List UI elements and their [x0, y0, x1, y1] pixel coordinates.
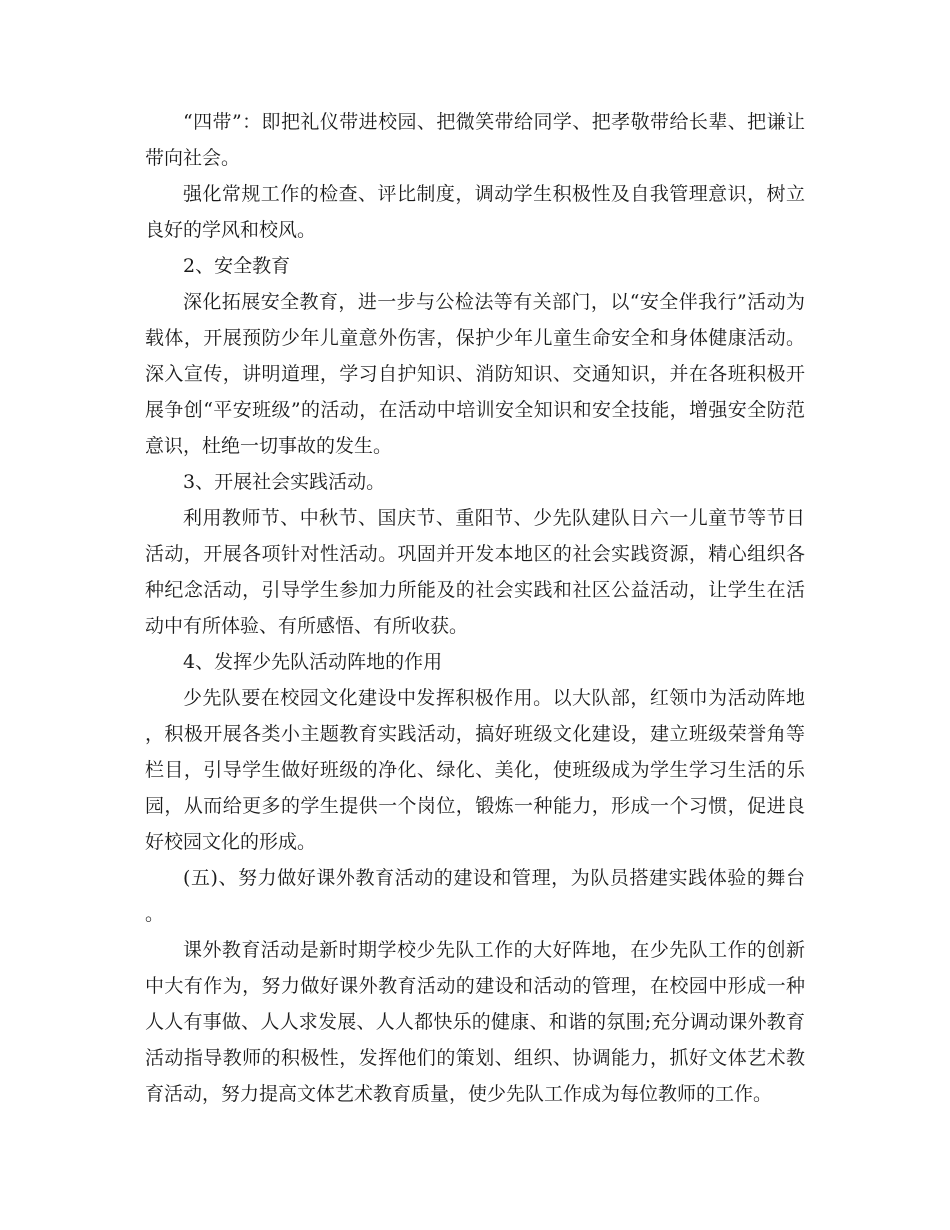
- heading-social-practice: 3、开展社会实践活动。: [183, 471, 386, 493]
- heading-extracurricular: (五)、努力做好课外教育活动的建设和管理，为队员搭建实践体验的舞台。: [145, 867, 805, 925]
- paragraph-activity-base: 少先队要在校园文化建设中发挥积极作用。以大队部，红领巾为活动阵地，积极开展各类小主题教育实践活动，搞好班级文化建设，建立班级荣誉角等栏目，引导学生做好班级的净化、绿化、美化，使班级成为学生学习生活的乐园，从而给更多的学生提供一个岗位，锻炼一种能力，形成一个习惯，促进良好校园文化的形成。: [145, 687, 805, 853]
- heading-activity-base: 4、发挥少先队活动阵地的作用: [183, 651, 443, 673]
- document-body: [145, 104, 805, 1112]
- paragraph-safety-education: 深化拓展安全教育，进一步与公检法等有关部门，以“安全伴我行”活动为载体，开展预防少年儿童意外伤害，保护少年儿童生命安全和身体健康活动。深入宣传，讲明道理，学习自护知识、消防知识、交通知识，并在各班积极开展争创“平安班级”的活动，在活动中培训安全知识和安全技能，增强安全防范意识，杜绝一切事故的发生。: [145, 291, 805, 457]
- heading-safety-education: 2、安全教育: [183, 255, 291, 277]
- paragraph-four-belts: “四带”：即把礼仪带进校园、把微笑带给同学、把孝敬带给长辈、把谦让带向社会。: [145, 111, 805, 169]
- paragraph-social-practice: 利用教师节、中秋节、国庆节、重阳节、少先队建队日六一儿童节等节日活动，开展各项针对性活动。巩固并开发本地区的社会实践资源，精心组织各种纪念活动，引导学生参加力所能及的社会实践和社区公益活动，让学生在活动中有所体验、有所感悟、有所收获。: [145, 507, 805, 637]
- paragraph-extracurricular: 课外教育活动是新时期学校少先队工作的大好阵地，在少先队工作的创新中大有作为，努力做好课外教育活动的建设和活动的管理，在校园中形成一种人人有事做、人人求发展、人人都快乐的健康、和谐的氛围;充分调动课外教育活动指导教师的积极性，发挥他们的策划、组织、协调能力，抓好文体艺术教育活动，努力提高文体艺术教育质量，使少先队工作成为每位教师的工作。: [145, 939, 805, 1105]
- paragraph-routine-checks: 强化常规工作的检查、评比制度，调动学生积极性及自我管理意识，树立良好的学风和校风。: [145, 183, 805, 241]
